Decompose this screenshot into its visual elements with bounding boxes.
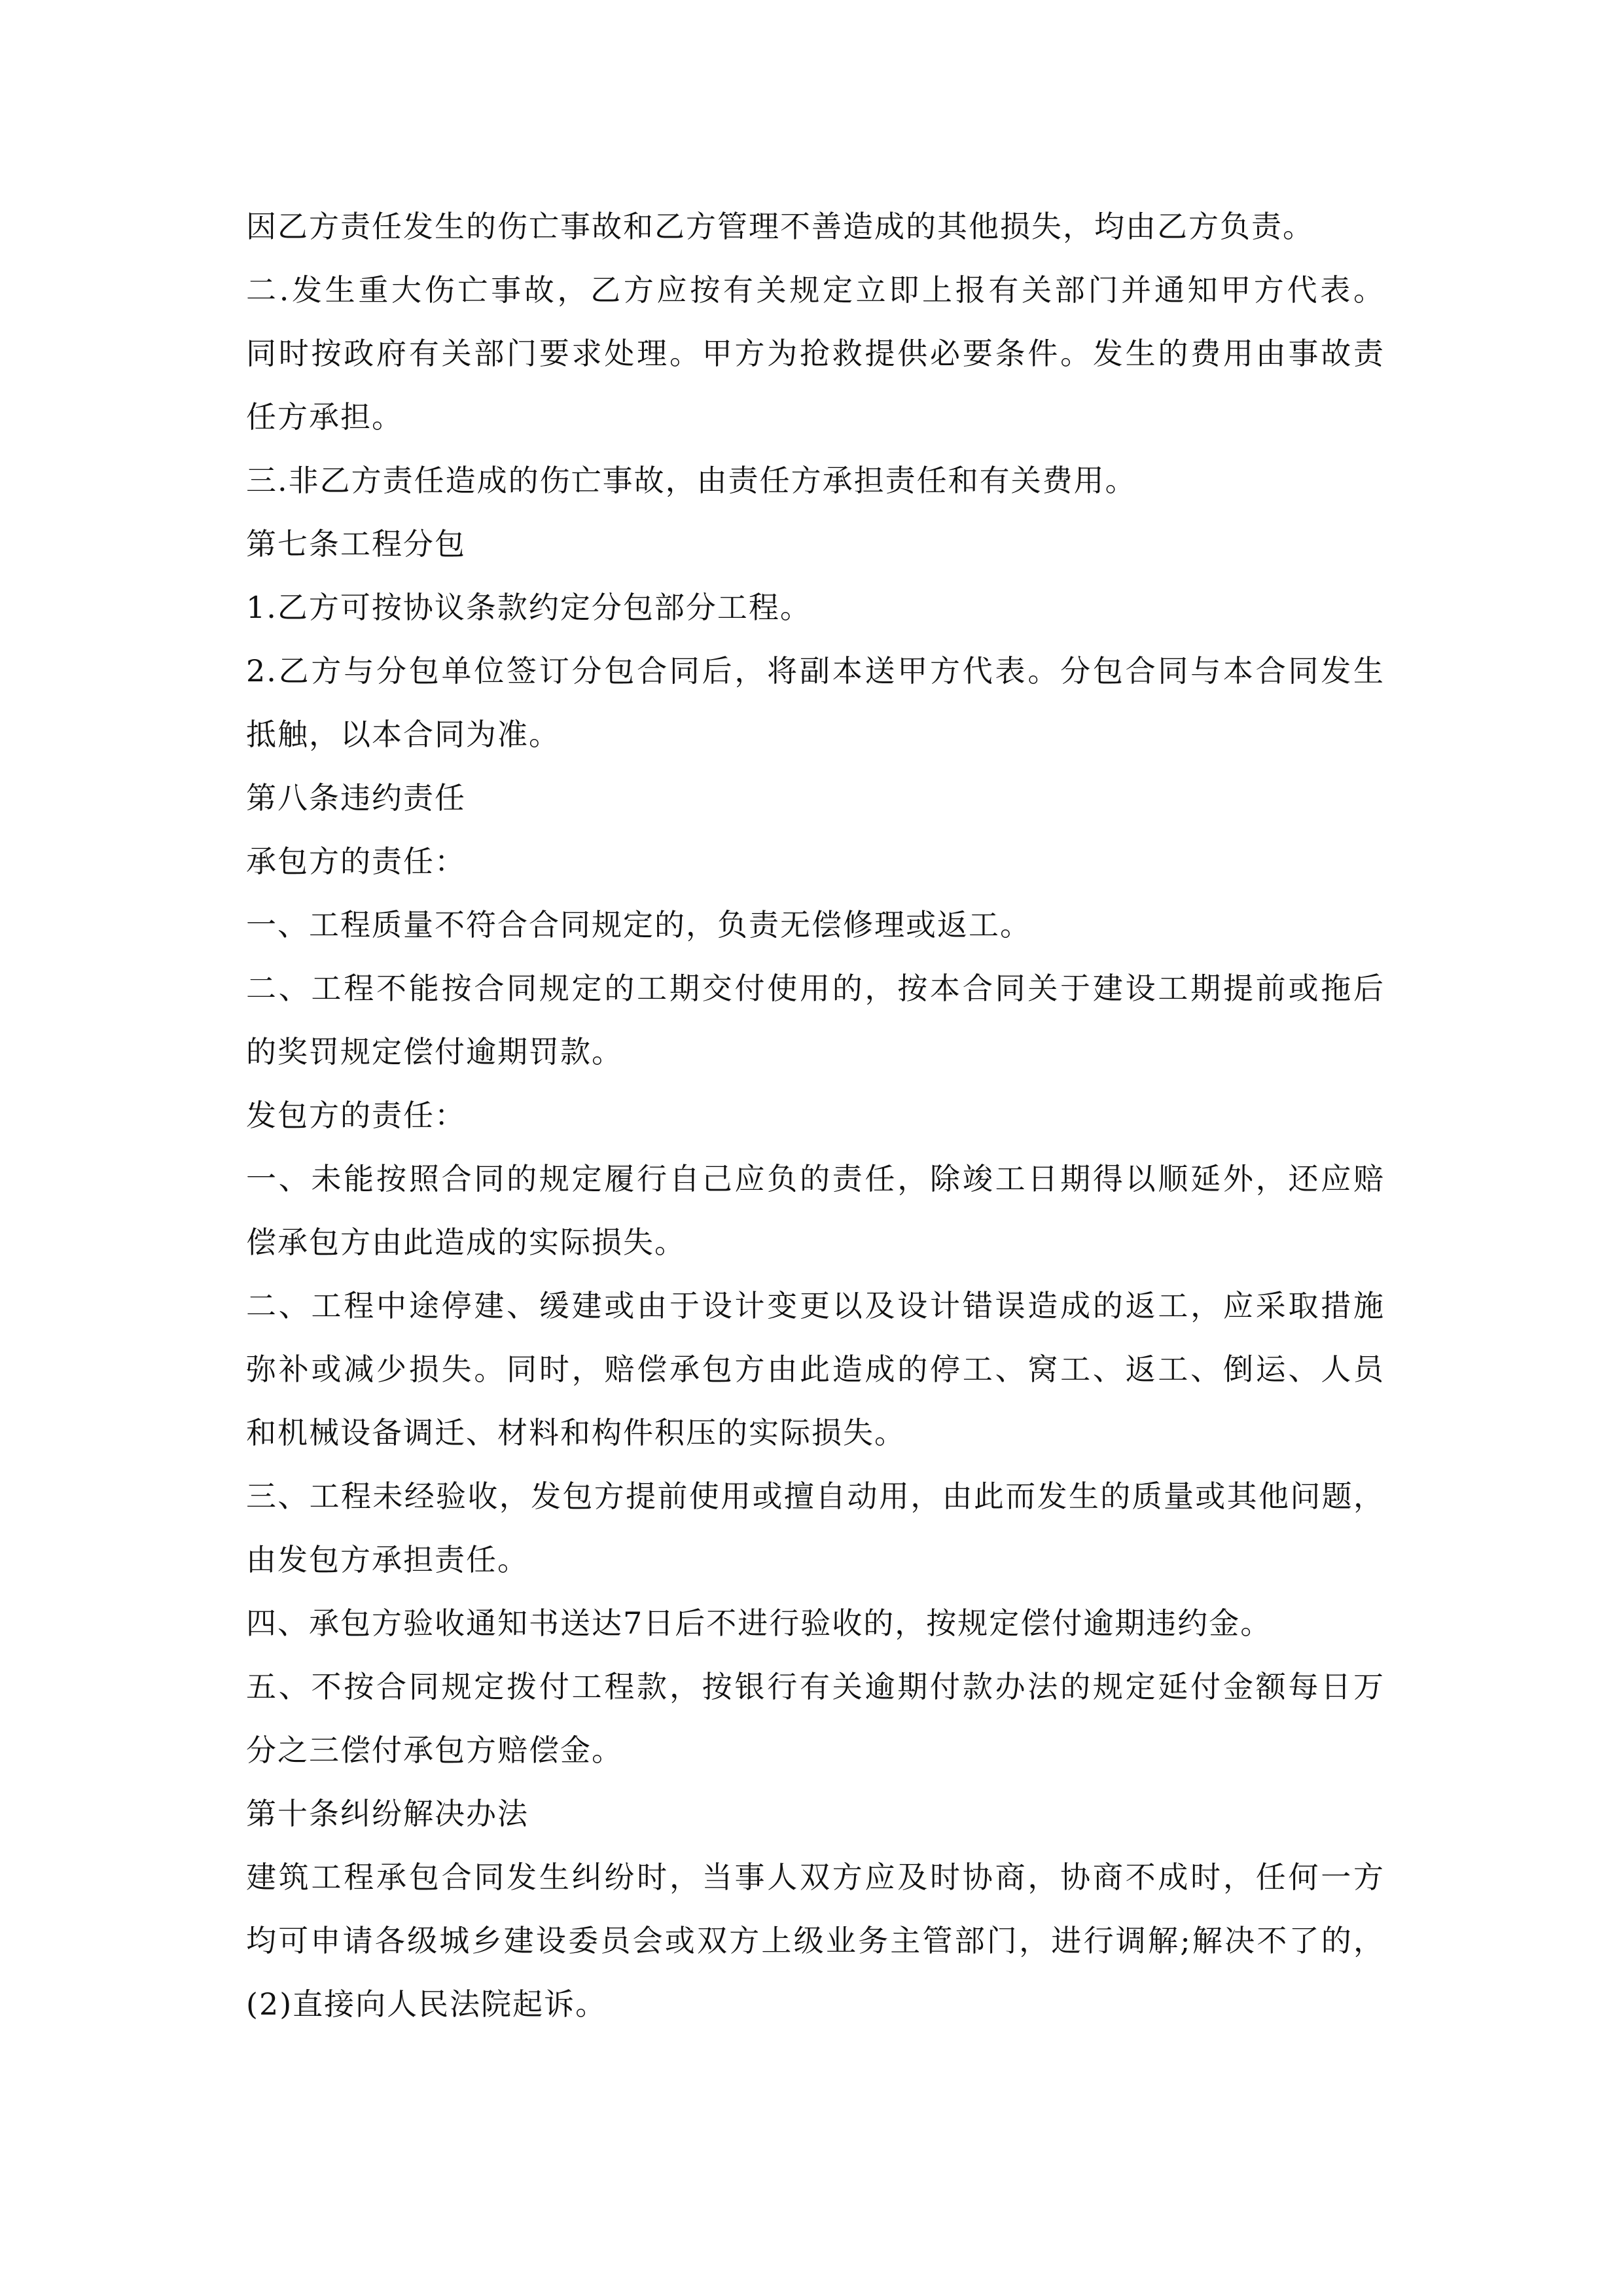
- text-line: 二、工程不能按合同规定的工期交付使用的，按本合同关于建设工期提前或拖后: [246, 971, 1385, 1006]
- text-line: 四、承包方验收通知书送达7日后不进行验收的，按规定偿付逾期违约金。: [246, 1605, 1272, 1641]
- text-line: 偿承包方由此造成的实际损失。: [246, 1225, 686, 1260]
- text-line: 三、工程未经验收，发包方提前使用或擅自动用，由此而发生的质量或其他问题，: [246, 1479, 1385, 1514]
- text-line: 和机械设备调迁、材料和构件积压的实际损失。: [246, 1415, 906, 1450]
- text-line: 二.发生重大伤亡事故，乙方应按有关规定立即上报有关部门并通知甲方代表。: [246, 272, 1385, 308]
- text-line: (2)直接向人民法院起诉。: [246, 1986, 607, 2022]
- text-line: 建筑工程承包合同发生纠纷时，当事人双方应及时协商，协商不成时，任何一方: [246, 1859, 1385, 1895]
- section-heading: 第七条工程分包: [246, 526, 466, 562]
- text-line: 五、不按合同规定拨付工程款，按银行有关逾期付款办法的规定延付金额每日万: [246, 1669, 1385, 1704]
- contract-body-text: [246, 195, 1385, 2036]
- text-line: 一、工程质量不符合合同规定的，负责无偿修理或返工。: [246, 907, 1031, 942]
- text-line: 二、工程中途停建、缓建或由于设计变更以及设计错误造成的返工，应采取措施: [246, 1288, 1385, 1323]
- text-line: 任方承担。: [246, 399, 403, 435]
- text-line: 的奖罚规定偿付逾期罚款。: [246, 1034, 623, 1069]
- text-line: 三.非乙方责任造成的伤亡事故，由责任方承担责任和有关费用。: [246, 463, 1137, 498]
- text-line: 1.乙方可按协议条款约定分包部分工程。: [246, 590, 812, 625]
- text-line: 分之三偿付承包方赔偿金。: [246, 1732, 623, 1768]
- text-line: 由发包方承担责任。: [246, 1542, 529, 1577]
- subsection-heading: 承包方的责任：: [246, 844, 466, 879]
- text-line: 同时按政府有关部门要求处理。甲方为抢救提供必要条件。发生的费用由事故责: [246, 336, 1385, 371]
- text-line: 弥补或减少损失。同时，赔偿承包方由此造成的停工、窝工、返工、倒运、人员: [246, 1352, 1385, 1387]
- text-line: 2.乙方与分包单位签订分包合同后，将副本送甲方代表。分包合同与本合同发生: [246, 653, 1385, 689]
- subsection-heading: 发包方的责任：: [246, 1098, 466, 1133]
- text-line: 均可申请各级城乡建设委员会或双方上级业务主管部门，进行调解;解决不了的，: [246, 1923, 1385, 1958]
- section-heading: 第十条纠纷解决办法: [246, 1796, 529, 1831]
- text-line: 抵触，以本合同为准。: [246, 717, 560, 752]
- text-line: 因乙方责任发生的伤亡事故和乙方管理不善造成的其他损失，均由乙方负责。: [246, 209, 1314, 244]
- section-heading: 第八条违约责任: [246, 780, 466, 816]
- text-line: 一、未能按照合同的规定履行自己应负的责任，除竣工日期得以顺延外，还应赔: [246, 1161, 1385, 1196]
